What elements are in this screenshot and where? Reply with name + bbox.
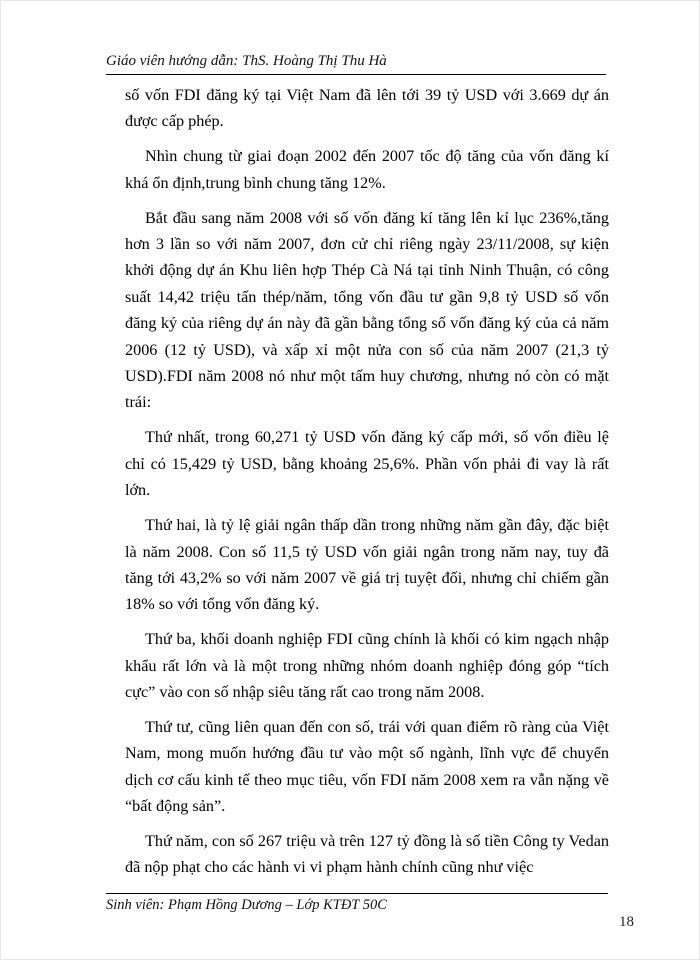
paragraph-5: Thứ hai, là tỷ lệ giải ngân thấp dần trong những năm gần đây, đặc biệt là năm 2008. Con số 11,5 tỷ USD vốn giải ngân trong năm nay, tuy đã tăng tới 43,2% so với năm 2007 về giá trị tuyệt đối, nhưng chỉ chiếm gần 18% so với tổng vốn đăng ký.	[125, 516, 609, 614]
document-body	[125, 82, 609, 889]
paragraph-7: Thứ tư, cũng liên quan đến con số, trái với quan điểm rõ ràng của Việt Nam, mong muốn hướng đầu tư vào một số ngành, lĩnh vực để chuyển dịch cơ cấu kinh tế theo mục tiêu, vốn FDI năm 2008 xem ra vẫn nặng về “bất động sản”.	[125, 717, 609, 816]
paragraph-4: Thứ nhất, trong 60,271 tỷ USD vốn đăng ký cấp mới, số vốn điều lệ chỉ có 15,429 tỷ USD, bằng khoảng 25,6%. Phần vốn phải đi vay là rất lớn.	[125, 428, 609, 500]
paragraph-1: số vốn FDI đăng ký tại Việt Nam đã lên tới 39 tỷ USD với 3.669 dự án được cấp phép.	[125, 86, 609, 131]
paragraph-6: Thứ ba, khối doanh nghiệp FDI cũng chính là khối có kim ngạch nhập khẩu rất lớn và là một trong những nhóm doanh nghiệp đóng góp “tích cực” vào con số nhập siêu tăng rất cao trong năm 2008.	[125, 630, 609, 702]
page-footer: Sinh viên: Phạm Hồng Dương – Lớp KTĐT 50C	[106, 897, 387, 913]
paragraph-2: Nhìn chung từ giai đoạn 2002 đến 2007 tốc độ tăng của vốn đăng kí khá ổn định,trung bình chung tăng 12%.	[125, 147, 609, 192]
page-header: Giáo viên hướng dẫn: ThS. Hoàng Thị Thu Hà	[106, 52, 606, 75]
page-number: 18	[619, 914, 634, 930]
paragraph-8: Thứ năm, con số 267 triệu và trên 127 tỷ đồng là số tiền Công ty Vedan đã nộp phạt cho các hành vi vi phạm hành chính cũng như việc	[125, 832, 609, 877]
paragraph-3: Bắt đầu sang năm 2008 với số vốn đăng kí tăng lên kỉ lục 236%,tăng hơn 3 lần so với năm 2007, đơn cử chỉ riêng ngày 23/11/2008, sự kiện khởi động dự án Khu liên hợp Thép Cà Ná tại tỉnh Ninh Thuận, có công suất 14,42 triệu tấn thép/năm, tổng vốn đầu tư gần 9,8 tỷ USD số vốn đăng ký của riêng dự án này đã gần bằng tổng số vốn đăng ký của cả năm 2006 (12 tỷ USD), và xấp xỉ một nửa con số của năm 2007 (21,3 tỷ USD).FDI năm 2008 nó như một tấm huy chương, nhưng nó còn có mặt trái:	[125, 208, 609, 412]
footer-divider	[106, 893, 608, 894]
